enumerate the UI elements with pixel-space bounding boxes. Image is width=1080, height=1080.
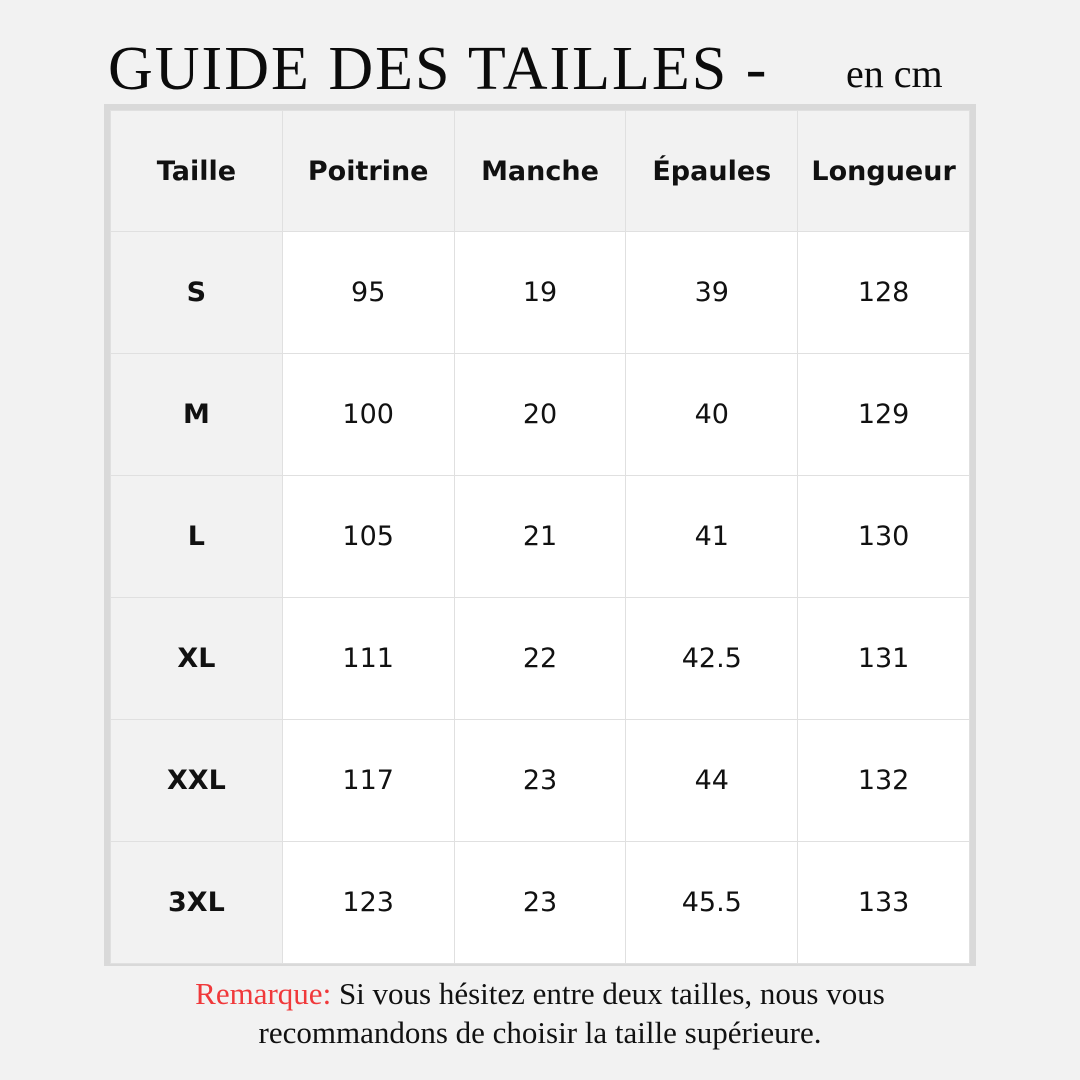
size-cell: 3XL (111, 842, 283, 964)
header-row (111, 111, 970, 232)
size-cell: XXL (111, 720, 283, 842)
poitrine-cell: 105 (282, 476, 454, 598)
table-row (111, 842, 970, 964)
size-table (110, 110, 970, 964)
remark-label: Remarque: (195, 976, 332, 1011)
epaules-cell: 41 (626, 476, 798, 598)
epaules-cell: 44 (626, 720, 798, 842)
longueur-cell: 128 (798, 232, 970, 354)
manche-cell: 19 (454, 232, 626, 354)
poitrine-cell: 95 (282, 232, 454, 354)
title-main: GUIDE DES TAILLES - (108, 35, 769, 103)
epaules-cell: 40 (626, 354, 798, 476)
header-poitrine: Poitrine (282, 111, 454, 232)
manche-cell: 22 (454, 598, 626, 720)
manche-cell: 23 (454, 720, 626, 842)
table-row (111, 598, 970, 720)
longueur-cell: 133 (798, 842, 970, 964)
epaules-cell: 42.5 (626, 598, 798, 720)
longueur-cell: 129 (798, 354, 970, 476)
epaules-cell: 45.5 (626, 842, 798, 964)
longueur-cell: 130 (798, 476, 970, 598)
poitrine-cell: 111 (282, 598, 454, 720)
manche-cell: 21 (454, 476, 626, 598)
size-cell: XL (111, 598, 283, 720)
size-cell: M (111, 354, 283, 476)
header-epaules: Épaules (626, 111, 798, 232)
poitrine-cell: 117 (282, 720, 454, 842)
title-unit: en cm (846, 51, 943, 96)
manche-cell: 20 (454, 354, 626, 476)
longueur-cell: 131 (798, 598, 970, 720)
header-manche: Manche (454, 111, 626, 232)
size-cell: S (111, 232, 283, 354)
remark-line2: recommandons de choisir la taille supérieure. (258, 1015, 822, 1050)
remark-line1: Si vous hésitez entre deux tailles, nous vous (331, 976, 885, 1011)
manche-cell: 23 (454, 842, 626, 964)
poitrine-cell: 100 (282, 354, 454, 476)
longueur-cell: 132 (798, 720, 970, 842)
table-row (111, 232, 970, 354)
epaules-cell: 39 (626, 232, 798, 354)
remark-note (40, 974, 1040, 1052)
header-taille: Taille (111, 111, 283, 232)
table-row (111, 476, 970, 598)
header-longueur: Longueur (798, 111, 970, 232)
poitrine-cell: 123 (282, 842, 454, 964)
table-row (111, 720, 970, 842)
table-row (111, 354, 970, 476)
page-title (108, 34, 978, 106)
size-cell: L (111, 476, 283, 598)
